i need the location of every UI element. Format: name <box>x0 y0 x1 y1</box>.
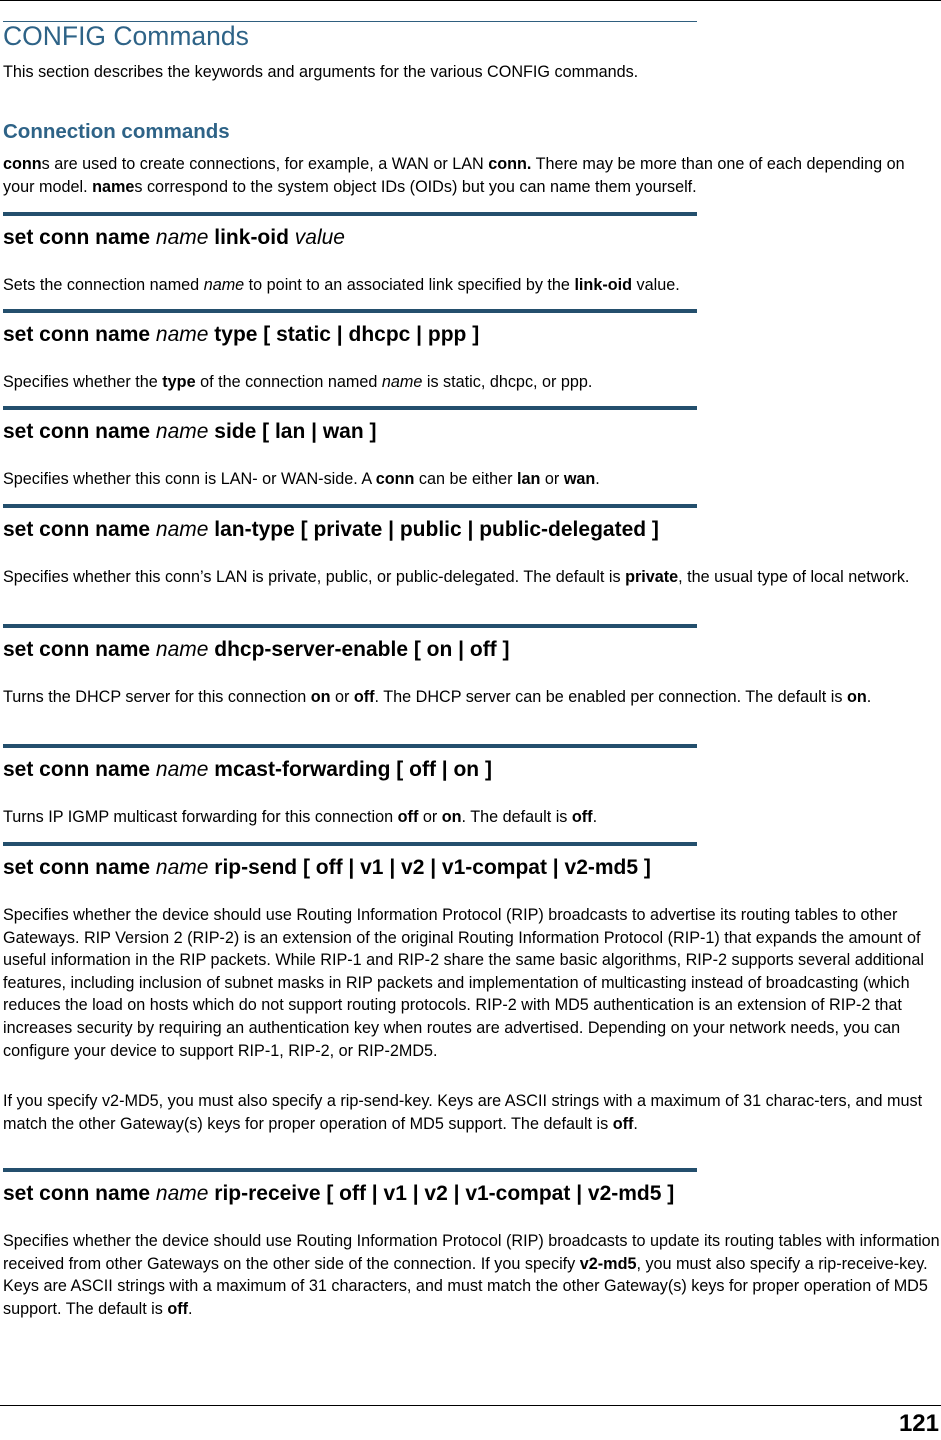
command-description: Specifies whether the device should use Routing Information Protocol (RIP) broadcasts to update its routing tables with information received from other Gateways on the other side of the connection. If you specify v2-md5, you must also specify a rip-receive-key. Keys are ASCII strings with a maximum of 31 characters, and must match the other Gateway(s) keys for proper operation of MD5 support. The default is off. <box>3 1232 940 1318</box>
command-rule <box>3 744 697 748</box>
command-rule <box>3 842 697 846</box>
command-rule <box>3 212 697 216</box>
command-rule <box>3 624 697 628</box>
command-description: Specifies whether this conn is LAN- or WAN-side. A conn can be either lan or wan. <box>3 470 600 488</box>
command-heading: set conn name name rip-receive [ off | v1 | v2 | v1-compat | v2-md5 ] <box>3 1182 675 1205</box>
page-number: 121 <box>898 1410 939 1437</box>
command-description: Specifies whether the type of the connection named name is static, dhcpc, or ppp. <box>3 373 593 391</box>
command-description-note: If you specify v2-MD5, you must also specify a rip-send-key. Keys are ASCII strings with a maximum of 31 charac-ters, and must match the other Gateway(s) keys for proper operation of MD5 support. The default is off. <box>3 1092 923 1133</box>
command-heading: set conn name name side [ lan | wan ] <box>3 420 377 443</box>
command-rule <box>3 309 697 313</box>
connection-intro-paragraph: conns are used to create connections, for example, a WAN or LAN conn. There may be more than one of each depending on your model. names correspond to the system object IDs (OIDs) but you can name them yourself. <box>3 155 905 196</box>
command-description: Specifies whether this conn’s LAN is private, public, or public-delegated. The default is private, the usual type of local network. <box>3 568 910 586</box>
command-rule <box>3 1168 697 1172</box>
top-border <box>0 0 941 1</box>
command-rule <box>3 406 697 410</box>
footer-rule <box>0 1405 941 1406</box>
command-heading: set conn name name rip-send [ off | v1 | v2 | v1-compat | v2-md5 ] <box>3 856 651 879</box>
command-heading: set conn name name lan-type [ private | public | public-delegated ] <box>3 518 659 541</box>
command-description: Turns the DHCP server for this connection on or off. The DHCP server can be enabled per connection. The default is on. <box>3 688 872 706</box>
command-heading: set conn name name dhcp-server-enable [ on | off ] <box>3 638 510 661</box>
command-description: Specifies whether the device should use Routing Information Protocol (RIP) broadcasts to advertise its routing tables to other Gateways. RIP Version 2 (RIP-2) is an extension of the original Routing Information Protocol (RIP-1) that expands the amount of useful information in the RIP packets. While RIP-1 and RIP-2 share the same basic algorithms, RIP-2 supports several additional features, including inclusion of subnet masks in RIP packets and implementation of multicasting instead of broadcasting (which reduces the load on hosts which do not support routing protocols. RIP-2 with MD5 authentication is an extension of RIP-2 that increases security by requiring an authentication key when routes are advertised. Depending on your network needs, you can configure your device to support RIP-1, RIP-2, or RIP-2MD5. <box>3 906 925 1060</box>
section-heading: Connection commands <box>3 120 230 143</box>
command-heading: set conn name name link-oid value <box>3 226 345 249</box>
command-heading: set conn name name type [ static | dhcpc | ppp ] <box>3 323 480 346</box>
command-description: Turns IP IGMP multicast forwarding for this connection off or on. The default is off. <box>3 808 598 826</box>
command-rule <box>3 504 697 508</box>
page-title: CONFIG Commands <box>3 21 249 51</box>
command-description: Sets the connection named name to point to an associated link specified by the link-oid value. <box>3 276 680 294</box>
command-heading: set conn name name mcast-forwarding [ off | on ] <box>3 758 492 781</box>
intro-paragraph: This section describes the keywords and arguments for the various CONFIG commands. <box>3 63 639 81</box>
